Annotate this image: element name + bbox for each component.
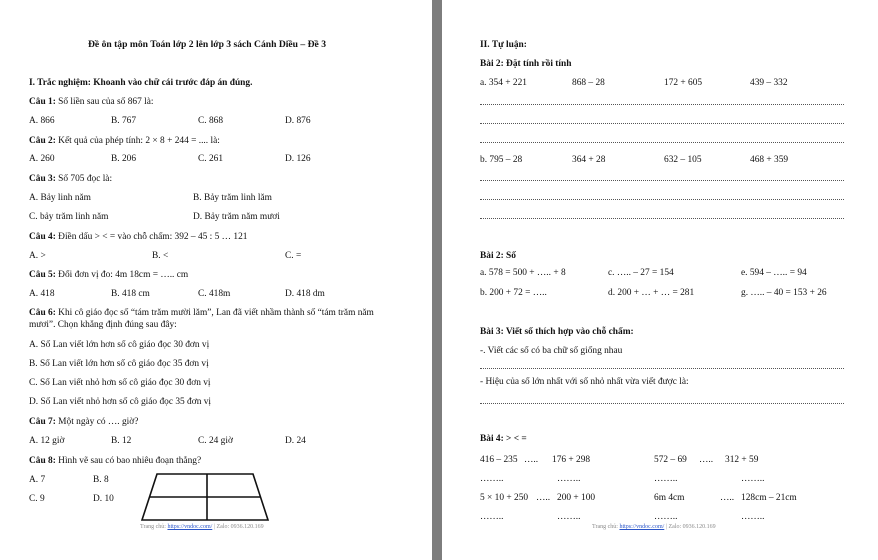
bai2-g: g. ….. – 40 = 153 + 26 <box>741 288 827 298</box>
bai4-title: Bài 4: > < = <box>480 434 527 444</box>
q2-option-d[interactable]: D. 126 <box>285 154 311 164</box>
bai2-e: e. 594 – ….. = 94 <box>741 268 807 278</box>
bai2-c: c. ….. – 27 = 154 <box>608 268 674 278</box>
bai4-left-3: 5 × 10 + 250 <box>480 493 529 503</box>
bai4-right-1: 176 + 298 <box>552 455 591 465</box>
bai4-workspace[interactable]: …….. <box>654 512 678 522</box>
question-text: Số liền sau của số 867 là: <box>55 97 154 107</box>
left-footer <box>140 524 264 530</box>
question-6 <box>29 307 389 331</box>
bai2-d: d. 200 + … + … = 281 <box>608 288 695 298</box>
q8-option-a[interactable]: A. 7 <box>29 475 46 485</box>
question-2 <box>29 135 220 147</box>
bai4-workspace[interactable]: …….. <box>480 474 504 484</box>
question-4 <box>29 231 247 243</box>
q3-option-b[interactable]: B. Bảy trăm linh lăm <box>193 193 272 203</box>
bai4-blank-3[interactable]: ….. <box>536 493 551 503</box>
question-label: Câu 4: <box>29 232 56 242</box>
question-text: Kết quả của phép tính: 2 × 8 + 244 = .... là: <box>55 136 220 146</box>
q6-option-b[interactable]: B. Số Lan viết lớn hơn số cô giáo đọc 35 đơn vị <box>29 359 209 369</box>
q7-option-a[interactable]: A. 12 giờ <box>29 436 65 446</box>
bai4-workspace[interactable]: …….. <box>557 474 581 484</box>
answer-line[interactable] <box>480 368 844 369</box>
bai1-a3: 172 + 605 <box>664 78 703 88</box>
bai4-left-1: 416 – 235 <box>480 455 518 465</box>
question-label: Câu 1: <box>29 97 56 107</box>
q1-option-a[interactable]: A. 866 <box>29 116 55 126</box>
question-text: Đổi đơn vị đo: 4m 18cm = ….. cm <box>55 270 189 280</box>
bai4-blank-2[interactable]: ….. <box>699 455 714 465</box>
q4-option-a[interactable]: A. > <box>29 251 46 261</box>
question-label: Câu 6: <box>29 308 56 318</box>
bai4-right-4: 128cm – 21cm <box>741 493 797 503</box>
q3-option-c[interactable]: C. bảy trăm linh năm <box>29 212 109 222</box>
section-essay: II. Tự luận: <box>480 40 527 50</box>
question-label: Câu 2: <box>29 136 56 146</box>
bai4-workspace[interactable]: …….. <box>480 512 504 522</box>
question-7 <box>29 416 138 428</box>
question-label: Câu 5: <box>29 270 56 280</box>
q6-option-c[interactable]: C. Số Lan viết nhỏ hơn số cô giáo đọc 30 đơn vị <box>29 378 211 388</box>
footer-prefix: Trang chủ: <box>140 524 168 530</box>
q5-option-a[interactable]: A. 418 <box>29 289 55 299</box>
bai1-b1: b. 795 – 28 <box>480 155 523 165</box>
right-footer <box>592 524 716 530</box>
q5-option-d[interactable]: D. 418 dm <box>285 289 325 299</box>
bai4-blank-4[interactable]: ….. <box>720 493 735 503</box>
bai1-a2: 868 – 28 <box>572 78 605 88</box>
bai1-title: Bài 2: Đặt tính rồi tính <box>480 59 572 69</box>
q5-option-c[interactable]: C. 418m <box>198 289 231 299</box>
question-5 <box>29 269 188 281</box>
q8-option-c[interactable]: C. 9 <box>29 494 45 504</box>
bai4-right-2: 312 + 59 <box>725 455 759 465</box>
footer-suffix: | Zalo: 0936.120.169 <box>664 524 716 530</box>
bai3-line2: - Hiệu của số lớn nhất với số nhỏ nhất vừa viết được là: <box>480 377 689 387</box>
question-text: Số 705 đọc là: <box>55 174 113 184</box>
q7-option-b[interactable]: B. 12 <box>111 436 132 446</box>
question-label: Câu 7: <box>29 417 56 427</box>
answer-line[interactable] <box>480 218 844 219</box>
question-3 <box>29 173 112 185</box>
q7-option-c[interactable]: C. 24 giờ <box>198 436 233 446</box>
q2-option-b[interactable]: B. 206 <box>111 154 137 164</box>
bai4-workspace[interactable]: …….. <box>741 474 765 484</box>
q8-option-d[interactable]: D. 10 <box>93 494 114 504</box>
bai2-title: Bài 2: Số <box>480 251 516 261</box>
answer-line[interactable] <box>480 104 844 105</box>
bai4-workspace[interactable]: …….. <box>557 512 581 522</box>
question-label: Câu 8: <box>29 456 56 466</box>
q1-option-b[interactable]: B. 767 <box>111 116 137 126</box>
question-1 <box>29 96 153 108</box>
question-text: Điền dấu > < = vào chỗ chấm: 392 – 45 : 5 … 121 <box>55 232 248 242</box>
footer-prefix: Trang chủ: <box>592 524 620 530</box>
section-multiple-choice: I. Trắc nghiệm: Khoanh vào chữ cái trước đáp án đúng. <box>29 78 253 88</box>
q2-option-c[interactable]: C. 261 <box>198 154 224 164</box>
question-text: Khi cô giáo đọc số “tám trăm mười lăm”, Lan đã viết nhầm thành số “tám trăm năm mươi”. Chọn khẳng định đúng sau đây: <box>29 308 374 330</box>
q4-option-b[interactable]: B. < <box>152 251 169 261</box>
document-title: Đề ôn tập môn Toán lớp 2 lên lớp 3 sách Cánh Diều – Đề 3 <box>88 39 326 50</box>
question-8 <box>29 455 201 467</box>
q3-option-d[interactable]: D. Bảy trăm năm mươi <box>193 212 280 222</box>
bai2-a: a. 578 = 500 + ….. + 8 <box>480 268 566 278</box>
answer-line[interactable] <box>480 403 844 404</box>
question-label: Câu 3: <box>29 174 56 184</box>
trapezoid-figure <box>140 472 270 522</box>
bai4-left-2: 572 – 69 <box>654 455 687 465</box>
q3-option-a[interactable]: A. Bảy linh năm <box>29 193 91 203</box>
bai4-right-3: 200 + 100 <box>557 493 596 503</box>
bai1-b4: 468 + 359 <box>750 155 789 165</box>
q1-option-d[interactable]: D. 876 <box>285 116 311 126</box>
bai4-workspace[interactable]: …….. <box>741 512 765 522</box>
q5-option-b[interactable]: B. 418 cm <box>111 289 150 299</box>
footer-link[interactable]: https://vndoc.com/ <box>167 524 213 530</box>
q6-option-a[interactable]: A. Số Lan viết lớn hơn số cô giáo đọc 30 đơn vị <box>29 340 210 350</box>
answer-line[interactable] <box>480 123 844 124</box>
bai1-a4: 439 – 332 <box>750 78 788 88</box>
bai3-line1: -. Viết các số có ba chữ số giống nhau <box>480 346 623 356</box>
footer-suffix: | Zalo: 0936.120.169 <box>212 524 264 530</box>
question-text: Hình vẽ sau có bao nhiêu đoạn thẳng? <box>55 456 202 466</box>
q7-option-d[interactable]: D. 24 <box>285 436 306 446</box>
bai4-workspace[interactable]: …….. <box>654 474 678 484</box>
answer-line[interactable] <box>480 142 844 143</box>
q8-option-b[interactable]: B. 8 <box>93 475 109 485</box>
bai4-blank-1[interactable]: ….. <box>524 455 539 465</box>
page-gap <box>432 0 442 560</box>
footer-link[interactable]: https://vndoc.com/ <box>619 524 665 530</box>
bai2-b: b. 200 + 72 = ….. <box>480 288 547 298</box>
q4-option-c[interactable]: C. = <box>285 251 302 261</box>
bai1-b3: 632 – 105 <box>664 155 702 165</box>
q2-option-a[interactable]: A. 260 <box>29 154 55 164</box>
answer-line[interactable] <box>480 199 844 200</box>
bai1-a1: a. 354 + 221 <box>480 78 527 88</box>
q1-option-c[interactable]: C. 868 <box>198 116 224 126</box>
question-text: Một ngày có …. giờ? <box>55 417 139 427</box>
q6-option-d[interactable]: D. Số Lan viết nhỏ hơn số cô giáo đọc 35 đơn vị <box>29 397 212 407</box>
bai4-left-4: 6m 4cm <box>654 493 685 503</box>
answer-line[interactable] <box>480 180 844 181</box>
bai3-title: Bài 3: Viết số thích hợp vào chỗ chấm: <box>480 327 634 337</box>
bai1-b2: 364 + 28 <box>572 155 606 165</box>
